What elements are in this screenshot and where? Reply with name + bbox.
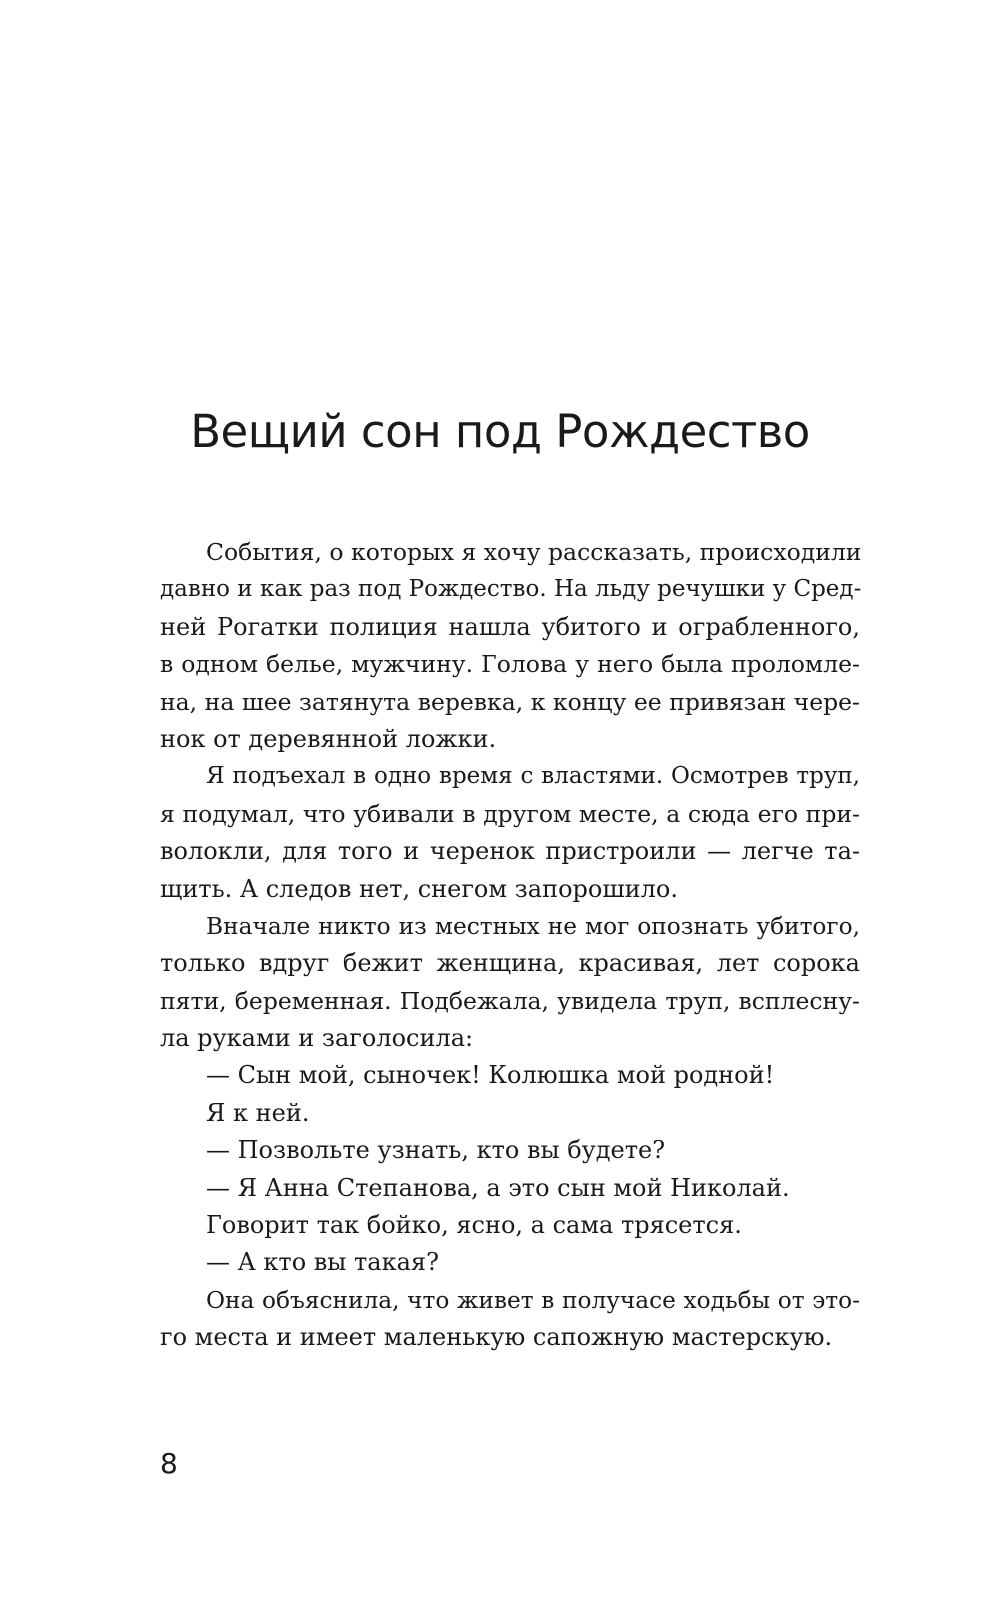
text-line: пяти, беременная. Подбежала, увидела труп, всплесну- xyxy=(160,986,860,1015)
text-line: — Сын мой, сыночек! Колюшка мой родной! xyxy=(206,1061,775,1090)
text-line: — Я Анна Степанова, а это сын мой Николай. xyxy=(206,1173,790,1202)
text-line: только вдруг бежит женщина, красивая, лет сорока xyxy=(160,949,860,978)
text-line: — А кто вы такая? xyxy=(206,1248,439,1277)
text-line: ней Рогатки полиция нашла убитого и ограбленного, xyxy=(160,612,860,641)
chapter-title: Вещий сон под Рождество xyxy=(190,405,810,458)
text-line: Говорит так бойко, ясно, а сама трясется. xyxy=(206,1211,742,1240)
text-line: волокли, для того и черенок пристроили — легче та- xyxy=(160,837,860,866)
text-line: в одном белье, мужчину. Голова у него была проломле- xyxy=(160,650,860,679)
body-text xyxy=(160,534,860,1357)
text-line: щить. А следов нет, снегом запорошило. xyxy=(160,874,678,903)
text-line: я подумал, что убивали в другом месте, а сюда его при- xyxy=(160,799,860,828)
text-line: Она объяснила, что живет в получасе ходьбы от это- xyxy=(206,1286,860,1314)
page-number: 8 xyxy=(160,1447,178,1480)
text-line: Я подъехал в одно время с властями. Осмотрев труп, xyxy=(206,763,860,790)
text-line: го места и имеет маленькую сапожную мастерскую. xyxy=(160,1323,833,1352)
text-line: на, на шее затянута веревка, к концу ее привязан чере- xyxy=(160,687,860,716)
text-line: Я к ней. xyxy=(206,1098,310,1127)
text-line: ла руками и заголосила: xyxy=(160,1024,474,1053)
text-line: давно и как раз под Рождество. На льду речушки у Сред- xyxy=(160,576,862,603)
text-line: События, о которых я хочу рассказать, происходили xyxy=(206,538,862,566)
text-line: нок от деревянной ложки. xyxy=(160,724,497,753)
text-line: Вначале никто из местных не мог опознать убитого, xyxy=(206,912,860,940)
text-line: — Позвольте узнать, кто вы будете? xyxy=(206,1136,666,1165)
